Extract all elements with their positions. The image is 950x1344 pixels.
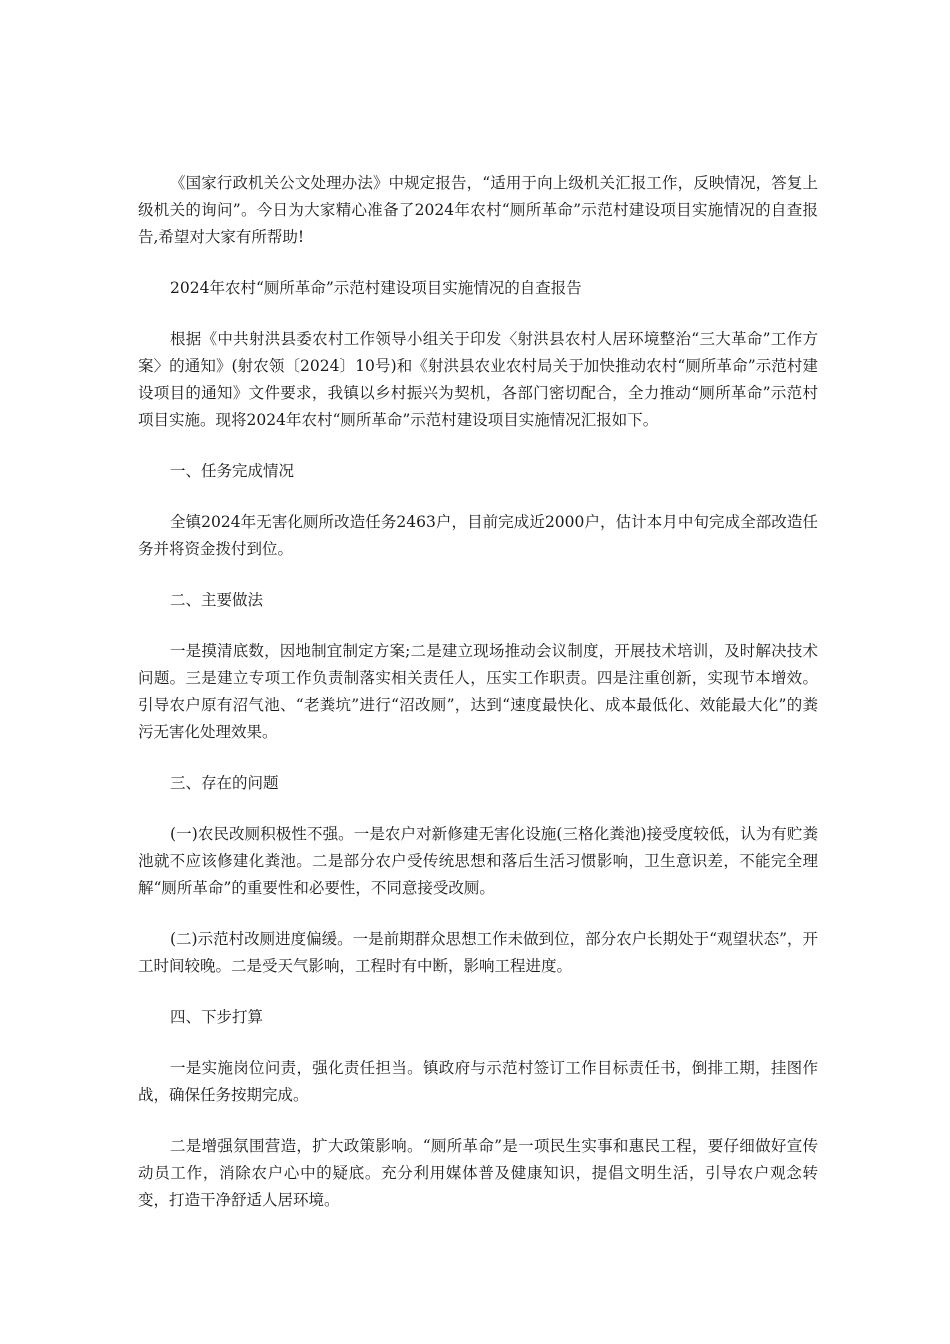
section-1-body: 全镇2024年无害化厕所改造任务2463户，目前完成近2000户，估计本月中旬完成全部改造任务并将资金拨付到位。: [138, 513, 818, 558]
section-3-heading: 三、存在的问题: [170, 774, 279, 792]
section-2-body: 一是摸清底数，因地制宜制定方案;二是建立现场推动会议制度，开展技术培训，及时解决技术问题。三是建立专项工作负责制落实相关责任人，压实工作职责。四是注重创新，实现节本增效。引导农户原有沼气池、“老粪坑”进行“沼改厕”，达到“速度最快化、成本最低化、效能最大化”的粪污无害化处理效果。: [138, 642, 818, 741]
basis-paragraph: 根据《中共射洪县委农村工作领导小组关于印发〈射洪县农村人居环境整治“三大革命”工作方案〉的通知》(射农领〔2024〕10号)和《射洪县农业农村局关于加快推动农村“厕所革命”示范村建设项目的通知》文件要求，我镇以乡村振兴为契机，各部门密切配合，全力推动“厕所革命”示范村项目实施。现将2024年农村“厕所革命”示范村建设项目实施情况汇报如下。: [138, 330, 818, 429]
intro-paragraph: 《国家行政机关公文处理办法》中规定报告，“适用于向上级机关汇报工作，反映情况，答复上级机关的询问”。今日为大家精心准备了2024年农村“厕所革命”示范村建设项目实施情况的自查报告,希望对大家有所帮助!: [138, 174, 818, 246]
section-4-item-2: 二是增强氛围营造，扩大政策影响。“厕所革命”是一项民生实事和惠民工程，要仔细做好宣传动员工作，消除农户心中的疑底。充分利用媒体普及健康知识，提倡文明生活，引导农户观念转变，打造干净舒适人居环境。: [138, 1137, 818, 1209]
section-3-item-1: (一)农民改厕积极性不强。一是农户对新修建无害化设施(三格化粪池)接受度较低，认为有贮粪池就不应该修建化粪池。二是部分农户受传统思想和落后生活习惯影响，卫生意识差，不能完全理解“厕所革命”的重要性和必要性，不同意接受改厕。: [138, 825, 818, 897]
section-4-item-1: 一是实施岗位问责，强化责任担当。镇政府与示范村签订工作目标责任书，倒排工期，挂图作战，确保任务按期完成。: [138, 1059, 818, 1104]
report-title: 2024年农村“厕所革命”示范村建设项目实施情况的自查报告: [170, 279, 582, 297]
document-page: [138, 170, 818, 1238]
section-2-heading: 二、主要做法: [170, 591, 264, 609]
section-3-item-2: (二)示范村改厕进度偏缓。一是前期群众思想工作未做到位，部分农户长期处于“观望状态”，开工时间较晚。二是受天气影响，工程时有中断，影响工程进度。: [138, 930, 818, 975]
section-1-heading: 一、任务完成情况: [170, 462, 295, 480]
section-4-heading: 四、下步打算: [170, 1008, 264, 1026]
